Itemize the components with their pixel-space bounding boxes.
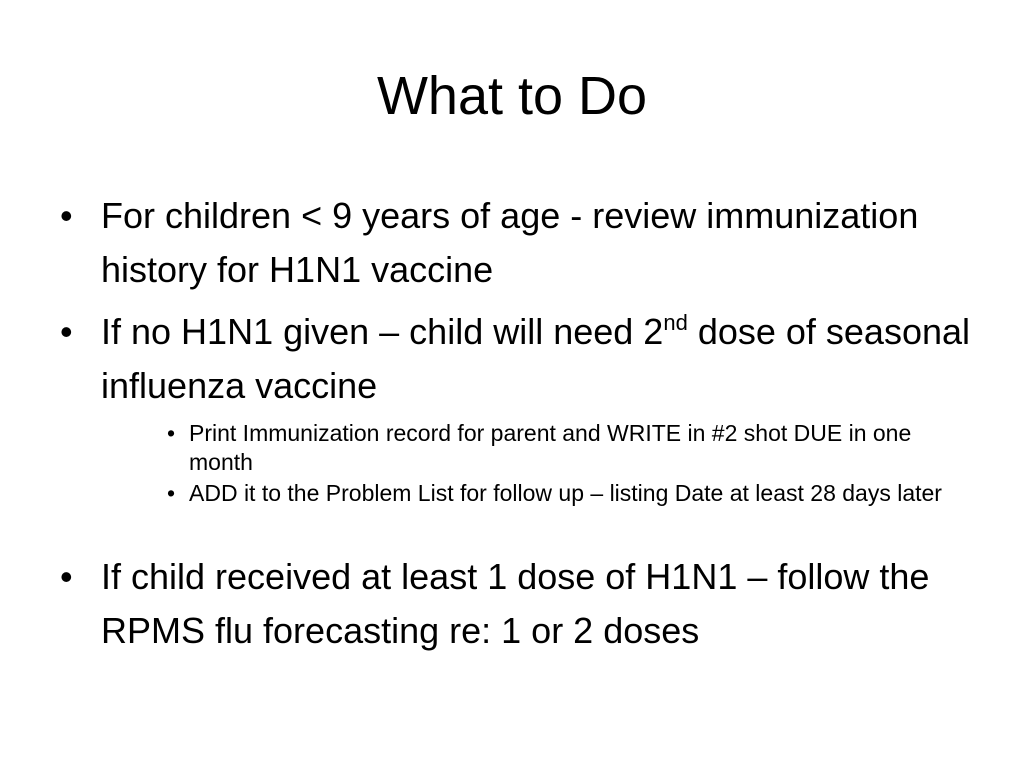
bullet-text [101,305,970,413]
sub-bullet-item [167,419,967,477]
bullet-text: If child received at least 1 dose of H1N1 – follow the RPMS flu forecasting re: 1 or 2 doses [101,556,930,651]
bullet-mark: • [60,556,73,597]
slide-title: What to Do [376,66,648,126]
sub-bullet-item [167,479,967,508]
bullet-text: For children < 9 years of age - review immunization history for H1N1 vaccine [101,195,919,290]
bullet-item [60,189,970,297]
sub-bullet-mark: • [167,480,176,506]
ordinal-superscript: nd [663,310,688,335]
bullet-text-before: If no H1N1 given – child will need 2 [101,311,664,352]
bullet-mark: • [60,195,73,236]
sub-bullet-text: ADD it to the Problem List for follow up – listing Date at least 28 days later [189,480,942,506]
sub-bullet-mark: • [167,420,176,446]
bullet-mark: • [60,311,73,352]
bullet-item [60,550,970,658]
bullet-text-after: dose of seasonal influenza vaccine [101,311,971,406]
bullet-item [60,305,970,413]
sub-bullet-text: Print Immunization record for parent and WRITE in #2 shot DUE in one month [189,420,912,475]
